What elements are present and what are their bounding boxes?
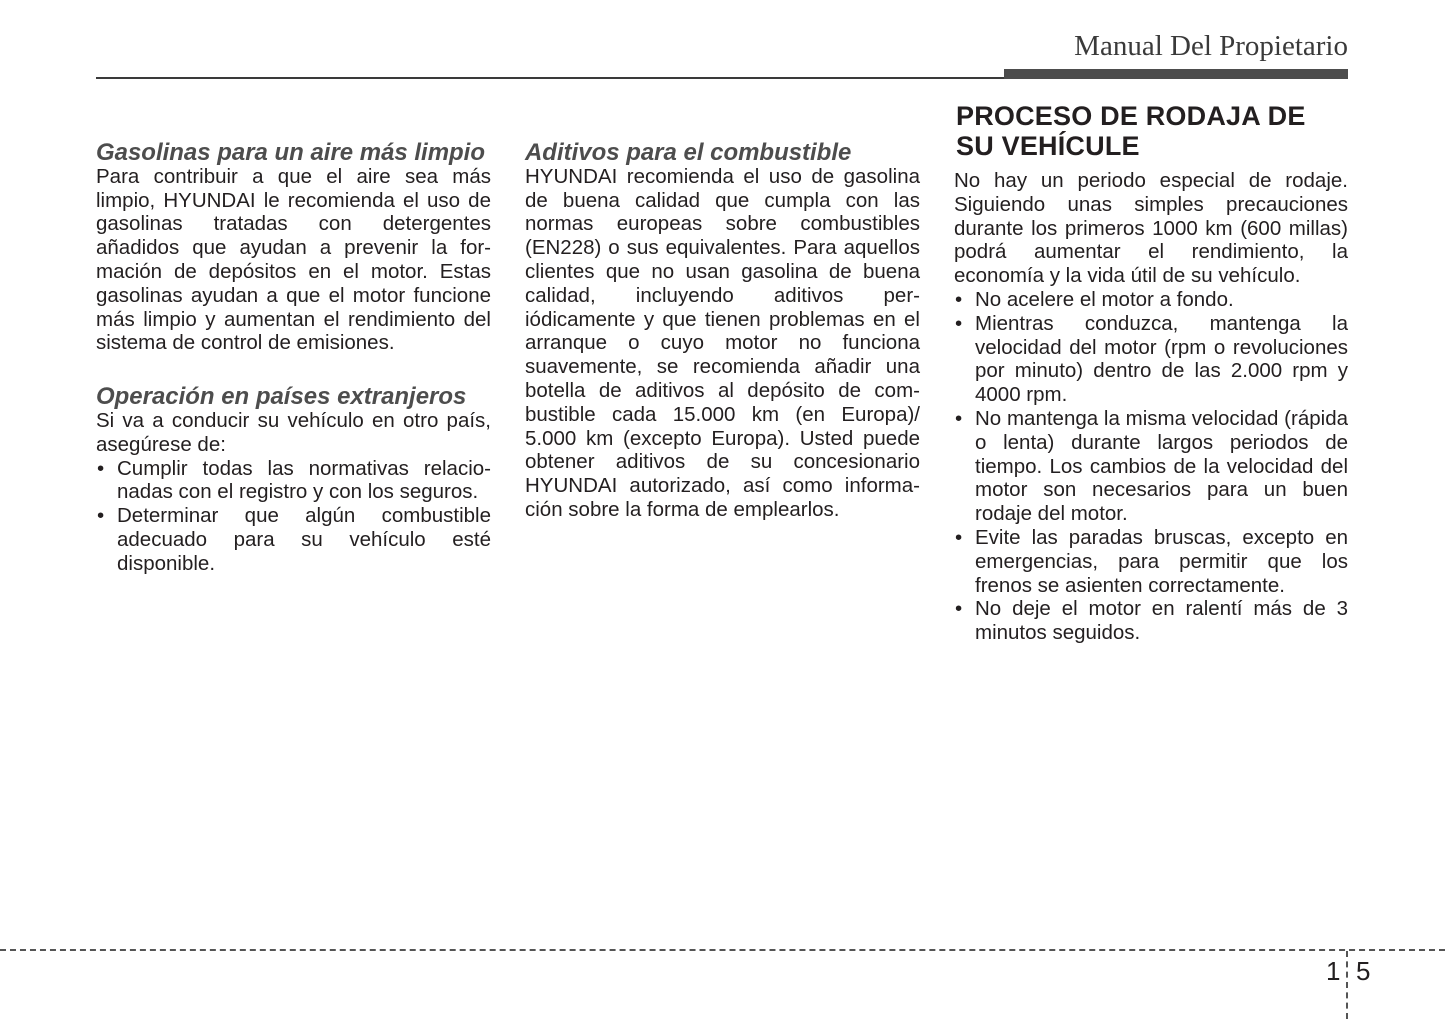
list-item: • No mantenga la misma velocidad (rápida o lenta) durante largos periodos de tiempo. Los cambios de la velocidad del motor son necesarios para un buen rodaje del motor. — [955, 406, 1348, 526]
page-number: 5 — [1356, 956, 1371, 986]
bullet-list-foreign — [96, 457, 491, 576]
section-title-break-in: PROCESO DE RODAJA DE SU VEHÍCULE — [956, 101, 1306, 161]
bullet-icon: • — [955, 525, 963, 549]
chapter-number: 1 — [1326, 956, 1341, 986]
subheading-foreign-countries: Operación en países extranjeros — [96, 383, 467, 411]
footer-dashed-divider — [1346, 951, 1348, 1019]
paragraph-cleaner-fuels: Para contribuir a que el aire sea más limpio, HYUNDAI le recomienda el uso de gasolinas tratadas con detergentes añadidos que ayudan a prevenir la formación de depósitos en el motor. Estas gasolinas ayudan a que el motor funcione más limpio y aumentan el rendimiento del sistema de control de emisiones. — [96, 164, 491, 355]
paragraph-break-in: No hay un periodo especial de rodaje. Siguiendo unas simples precauciones durante los primeros 1000 km (600 millas) podrá aumentar el rendimiento, la economía y la vida útil de su vehículo. — [954, 169, 1348, 288]
list-item: • No deje el motor en ralentí más de 3 minutos seguidos. — [955, 597, 1348, 645]
bullet-icon: • — [955, 311, 963, 335]
bullet-icon: • — [97, 504, 105, 528]
subheading-cleaner-fuels: Gasolinas para un aire más limpio — [96, 139, 485, 166]
footer-dashed-rule — [0, 949, 1445, 951]
list-item: • Cumplir todas las normativas relacionadas con el registro y con los seguros. — [97, 456, 491, 504]
list-item: • No acelere el motor a fondo. — [955, 287, 1234, 311]
bullet-icon: • — [97, 456, 105, 480]
list-item: • Determinar que algún combustible adecuado para su vehículo esté disponible. — [97, 504, 491, 575]
bullet-icon: • — [955, 406, 963, 430]
bullet-icon: • — [955, 597, 963, 621]
column-right — [954, 101, 1348, 645]
column-left — [96, 141, 491, 576]
column-middle — [525, 141, 920, 522]
running-header-title: Manual Del Propietario — [1074, 30, 1348, 62]
paragraph-fuel-additives: HYUNDAI recomienda el uso de gasolina de buena calidad que cumpla con las normas europeas sobre combustibles (EN228) o sus equivalentes. Para aquellos clientes que no usan gasolina de buena calidad, incluyendo aditivos periódicamente y que tienen problemas en el arranque o cuyo motor no funciona suavemente, se recomienda añadir una botella de aditivos al depósito de combustible cada 15.000 km (en Europa)/ 5.000 km (excepto Europa). Usted puede obtener aditivos de su concesionario HYUNDAI autorizado, así como información sobre la forma de emplearlos. — [525, 164, 920, 521]
list-item: • Evite las paradas bruscas, excepto en emergencias, para permitir que los frenos se asienten correctamente. — [955, 525, 1348, 597]
bullet-icon: • — [955, 287, 963, 311]
bullet-list-break-in — [954, 288, 1348, 645]
list-item: • Mientras conduzca, mantenga la velocidad del motor (rpm o revoluciones por minuto) dentro de las 2.000 rpm y 4000 rpm. — [955, 311, 1348, 407]
paragraph-foreign-intro: Si va a conducir su vehículo en otro país, asegúrese de: — [96, 408, 491, 456]
subheading-fuel-additives: Aditivos para el combustible — [525, 139, 852, 166]
header-accent-bar — [1004, 69, 1348, 79]
